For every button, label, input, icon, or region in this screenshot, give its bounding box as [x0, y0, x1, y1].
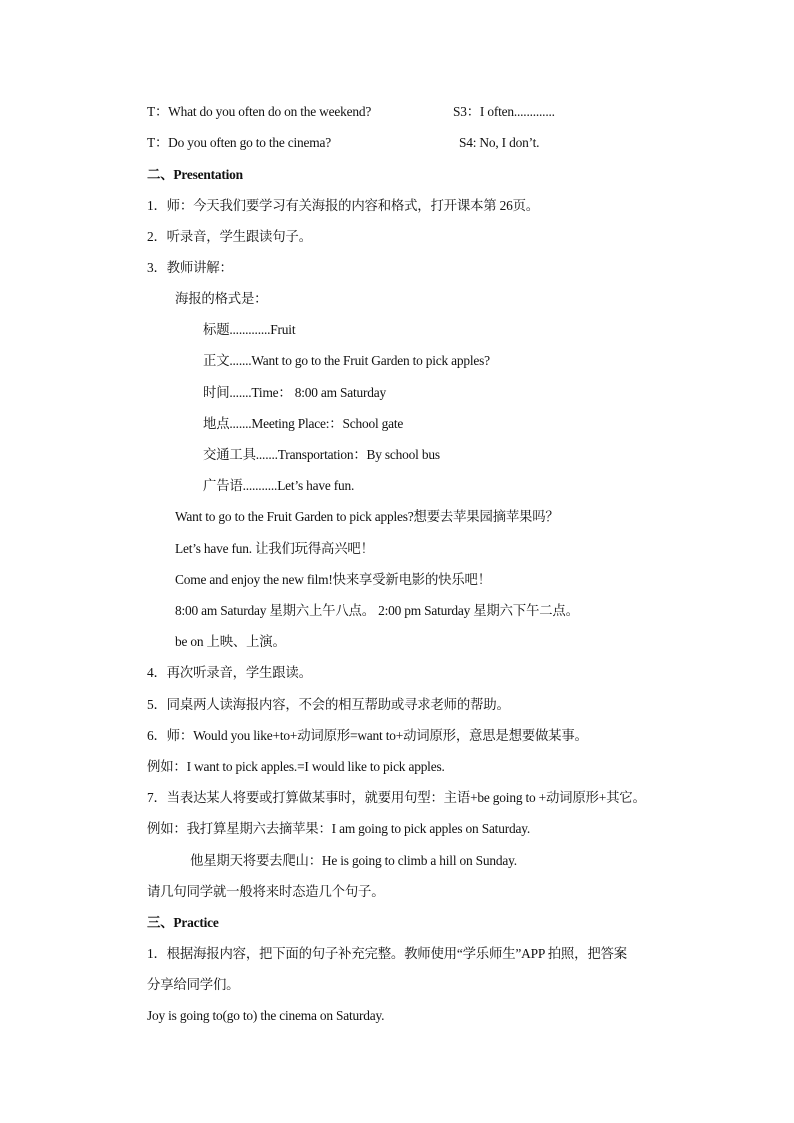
- phrase-2: Let’s have fun. 让我们玩得高兴吧！: [175, 541, 374, 556]
- section-heading-presentation: 二、Presentation: [147, 167, 243, 182]
- dialogue-line-1-answer: S3：I often.............: [453, 104, 555, 119]
- practice-sentence-1: Joy is going to(go to) the cinema on Saturday.: [147, 1008, 385, 1023]
- practice-item-1-continued: 分享给同学们。: [147, 977, 240, 992]
- phrase-3: Come and enjoy the new film!快来享受新电影的快乐吧！: [175, 572, 491, 587]
- poster-format-title-line: 标题.............Fruit: [203, 322, 296, 337]
- presentation-item-3: 3．教师讲解：: [147, 260, 233, 275]
- poster-format-place-line: 地点.......Meeting Place:：School gate: [203, 416, 404, 431]
- phrase-1: Want to go to the Fruit Garden to pick apples?想要去苹果园摘苹果吗？: [175, 509, 559, 524]
- poster-format-body-line: 正文.......Want to go to the Fruit Garden to pick apples?: [203, 353, 490, 368]
- dialogue-line-1-question: T：What do you often do on the weekend?: [147, 104, 372, 119]
- dialogue-line-2-question: T：Do you often go to the cinema?: [147, 135, 331, 150]
- presentation-item-6: 6．师：Would you like+to+动词原形=want to+动词原形，意思是想要做某事。: [147, 728, 588, 743]
- phrase-5: be on 上映、上演。: [175, 634, 286, 649]
- poster-format-slogan-line: 广告语...........Let’s have fun.: [203, 478, 355, 493]
- presentation-item-4: 4．再次听录音，学生跟读。: [147, 665, 312, 680]
- presentation-item-2: 2．听录音，学生跟读句子。: [147, 229, 312, 244]
- poster-format-time-line: 时间.......Time： 8:00 am Saturday: [203, 385, 387, 400]
- example-1: 例如：I want to pick apples.=I would like to pick apples.: [147, 759, 445, 774]
- section-heading-practice: 三、Practice: [147, 915, 219, 930]
- example-2-second: 他星期天将要去爬山：He is going to climb a hill on Sunday.: [190, 853, 517, 868]
- dialogue-line-2-answer: S4: No, I don’t.: [459, 135, 540, 150]
- phrase-4: 8:00 am Saturday 星期六上午八点。 2:00 pm Saturday 星期六下午二点。: [175, 603, 579, 618]
- presentation-item-7: 7．当表达某人将要或打算做某事时，就要用句型：主语+be going to +动词原形+其它。: [147, 790, 646, 805]
- poster-format-title: 海报的格式是：: [175, 291, 268, 306]
- presentation-item-5: 5．同桌两人读海报内容，不会的相互帮助或寻求老师的帮助。: [147, 697, 510, 712]
- poster-format-transport-line: 交通工具.......Transportation：By school bus: [203, 447, 440, 462]
- example-2: 例如：我打算星期六去摘苹果：I am going to pick apples on Saturday.: [147, 821, 530, 836]
- class-activity-note: 请几句同学就一般将来时态造几个句子。: [147, 884, 385, 899]
- practice-item-1: 1．根据海报内容，把下面的句子补充完整。教师使用“学乐师生”APP 拍照，把答案: [147, 946, 627, 961]
- presentation-item-1: 1．师：今天我们要学习有关海报的内容和格式，打开课本第 26页。: [147, 198, 539, 213]
